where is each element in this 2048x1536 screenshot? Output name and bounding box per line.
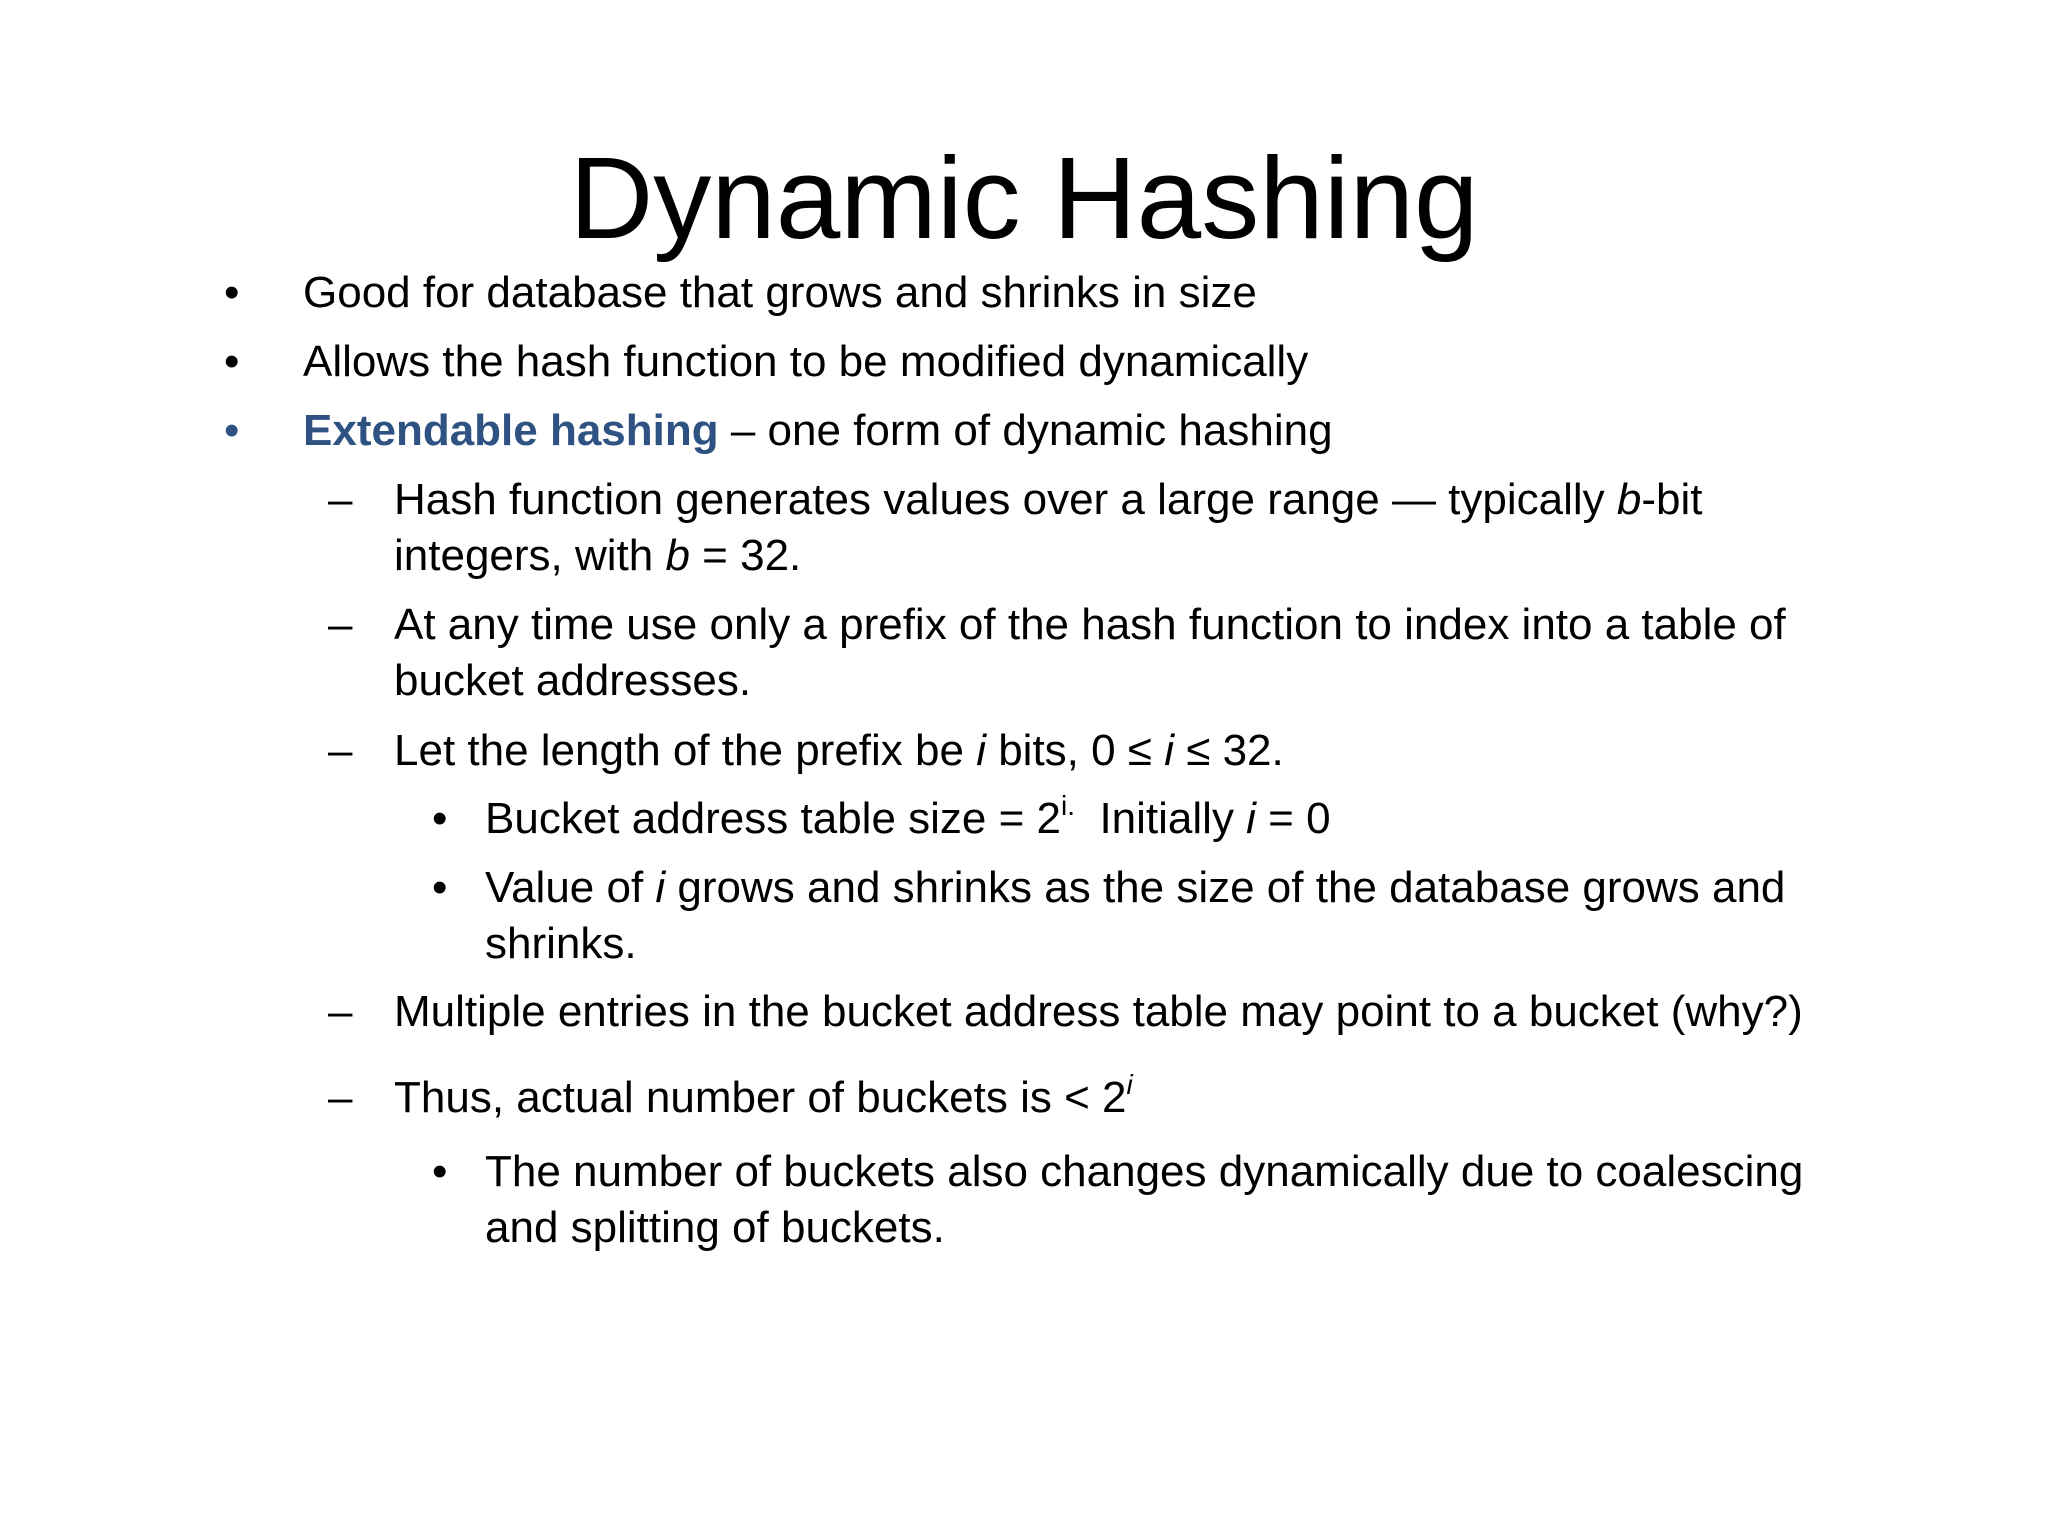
subsub-number-of-buckets-line2: and splitting of buckets. — [485, 1203, 945, 1252]
sub-hash-function-line1: Hash function generates values over a large range — typically b-bit — [394, 475, 1703, 524]
bullet-marker: • — [432, 1147, 448, 1196]
extendable-hashing-desc: – one form of dynamic hashing — [718, 406, 1333, 455]
sub-multiple-entries: Multiple entries in the bucket address table may point to a bucket (why?) — [394, 987, 1803, 1036]
sub-prefix-length: Let the length of the prefix be i bits, 0 ≤ i ≤ 32. — [394, 726, 1284, 775]
slide-title: Dynamic Hashing — [569, 133, 1479, 263]
dash-marker: – — [328, 475, 353, 524]
dash-marker: – — [328, 987, 353, 1036]
bullet-marker: • — [224, 268, 240, 317]
extendable-hashing-term: Extendable hashing — [303, 406, 719, 455]
bullet-marker: • — [432, 863, 448, 912]
sub-actual-number: Thus, actual number of buckets is < $2^i$ — [394, 1069, 1133, 1122]
subsub-number-of-buckets-line1: The number of buckets also changes dynamically due to coalescing — [485, 1147, 1804, 1196]
bullet-extendable-hashing — [303, 403, 1333, 459]
dash-marker: – — [328, 600, 353, 649]
dash-marker: – — [328, 1073, 353, 1122]
sub-hash-function-line2: integers, with b = 32. — [394, 531, 802, 580]
dash-marker: – — [328, 726, 353, 775]
bullet-good-for-database: Good for database that grows and shrinks in size — [303, 268, 1257, 317]
bullet-marker: • — [432, 794, 448, 843]
subsub-value-of-i-line1: Value of i grows and shrinks as the size of the database grows and — [485, 863, 1786, 912]
subsub-value-of-i-line2: shrinks. — [485, 919, 637, 968]
bullet-allows-hash-function: Allows the hash function to be modified dynamically — [303, 337, 1309, 386]
sub-prefix-line2: bucket addresses. — [394, 656, 752, 705]
subsub-table-size: Bucket address table size = $2^{i.}$ Initially i = 0 — [485, 790, 1331, 843]
bullet-marker-accent: • — [224, 406, 240, 455]
sub-prefix-line1: At any time use only a prefix of the hash function to index into a table of — [394, 600, 1786, 649]
bullet-marker: • — [224, 337, 240, 386]
